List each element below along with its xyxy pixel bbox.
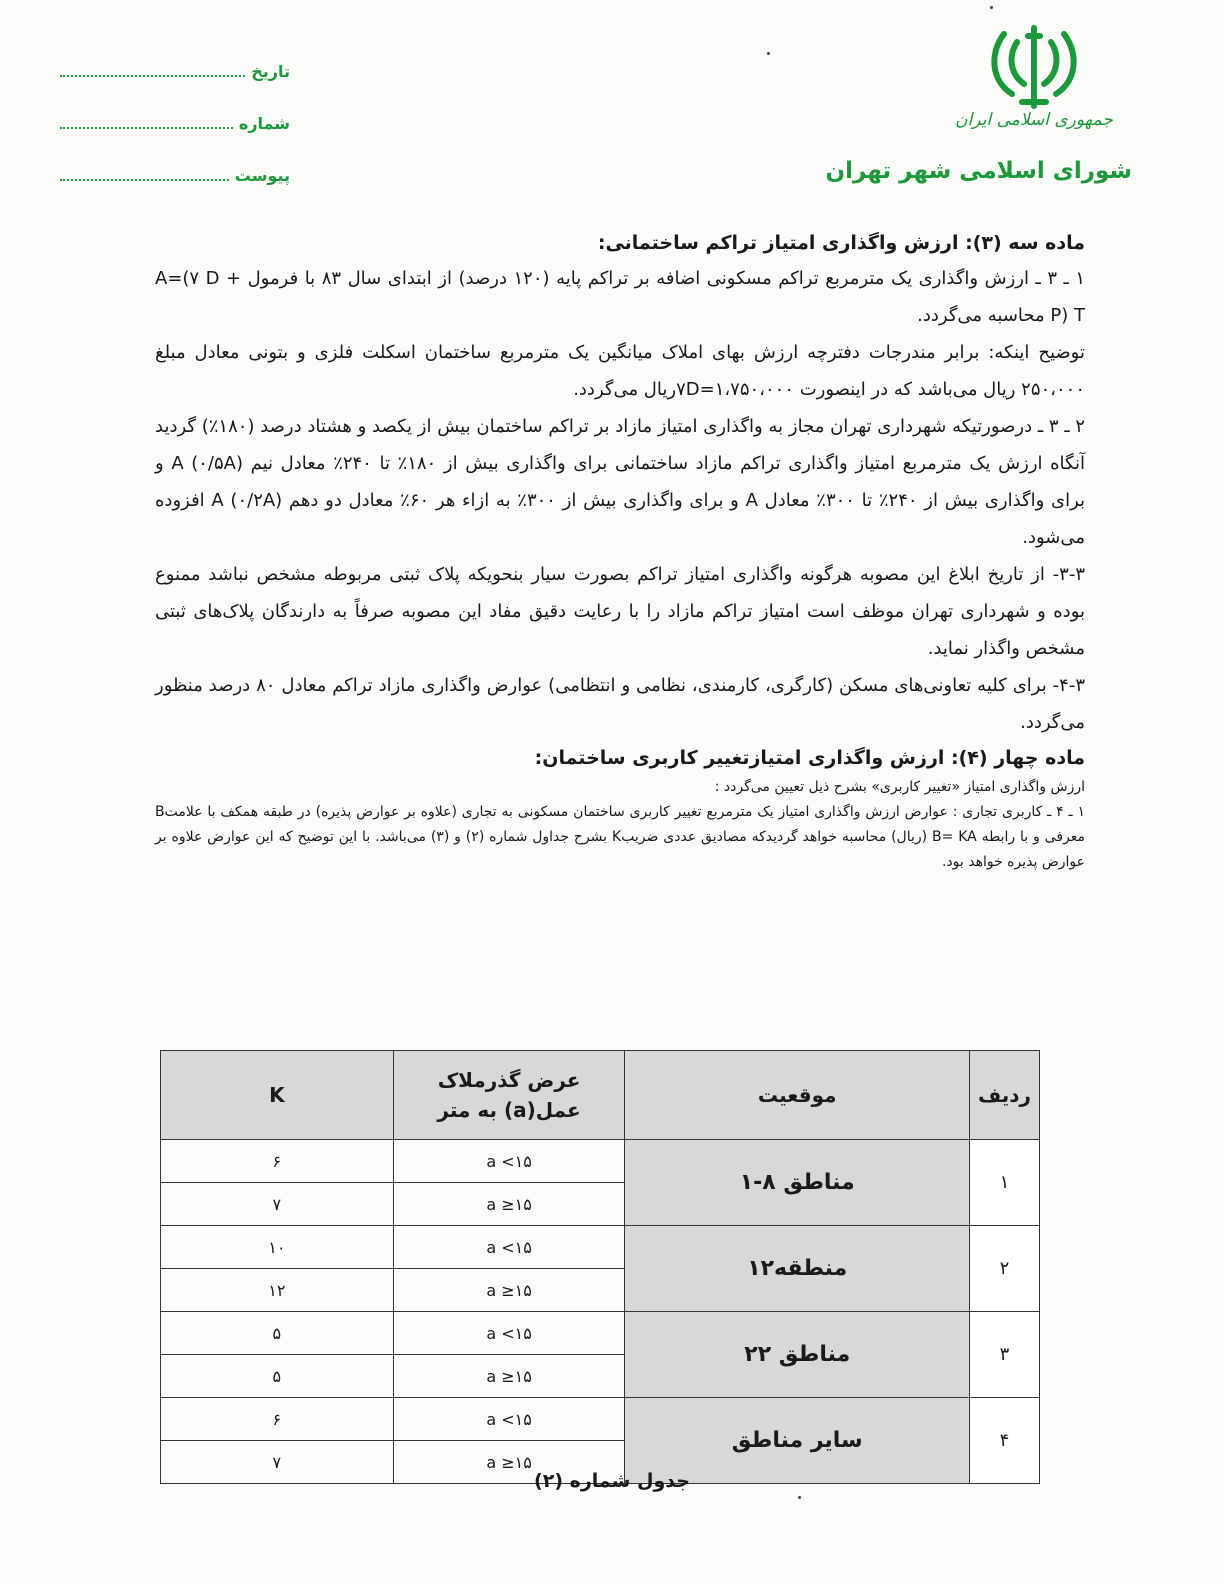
row-width: a <۱۵ bbox=[393, 1398, 625, 1441]
article4-intro: ارزش واگذاری امتیاز «تغییر کاربری» بشرح ذیل تعیین می‌گردد : bbox=[714, 779, 1085, 795]
meta-date bbox=[60, 62, 290, 114]
row-index: ۲ bbox=[970, 1226, 1040, 1312]
row-k: ۵ bbox=[161, 1355, 394, 1398]
scan-speck bbox=[990, 6, 993, 9]
article4-paragraph-1: ۱ ـ ۴ ـ کاربری تجاری : عوارض ارزش واگذاری امتیاز یک مترمربع تغییر کاربری ساختمان مسکونی به تجاری (علاوه بر عوارض پذیره) در طبقه همکف با علامتB معرفی و با رابطه B= KA (ریال) محاسبه خواهد گردیدکه مصادیق عددی ضریبK بشرح جداول شماره (۲) و (۳) می‌باشد. با این توضیح که این عوارض علاوه بر عوارض پذیره خواهد بود. bbox=[155, 804, 1086, 870]
row-location: مناطق ۲۲ bbox=[625, 1312, 970, 1398]
council-name: شورای اسلامی شهر تهران bbox=[825, 158, 1132, 184]
table-row bbox=[161, 1398, 1040, 1441]
meta-number-line bbox=[60, 117, 233, 129]
col-row-header: ردیف bbox=[970, 1051, 1040, 1140]
meta-attachment bbox=[60, 166, 290, 218]
meta-attachment-label: پیوست bbox=[234, 166, 290, 185]
article3-paragraph-2: توضیح اینکه: برابر مندرجات دفترچه ارزش بهای املاک میانگین یک مترمربع ساختمان اسکلت فلزی و بتونی معادل مبلغ ۲۵۰،۰۰۰ ریال می‌باشد که در اینصورت ۷D=۱،۷۵۰،۰۰۰ریال می‌گردد. bbox=[155, 342, 1085, 400]
meta-date-line bbox=[60, 65, 245, 77]
row-k: ۷ bbox=[161, 1441, 394, 1484]
country-name: جمهوری اسلامی ایران bbox=[955, 110, 1113, 130]
scan-speck bbox=[767, 52, 770, 55]
row-index: ۴ bbox=[970, 1398, 1040, 1484]
row-location: سایر مناطق bbox=[625, 1398, 970, 1484]
row-location: مناطق ۸-۱ bbox=[625, 1140, 970, 1226]
article3-paragraph-3: ۲ ـ ۳ ـ درصورتیکه شهرداری تهران مجاز به واگذاری امتیاز مازاد بر تراکم ساختمان بیش از یکصد و هشتاد درصد (۱۸۰٪) گردید آنگاه ارزش یک مترمربع امتیاز واگذاری تراکم مازاد ساختمانی برای واگذاری بیش از ۱۸۰٪ تا ۲۴۰٪ معادل نیم A (۰/۵A) و برای واگذاری بیش از ۲۴۰٪ تا ۳۰۰٪ معادل A و برای واگذاری بیش از ۳۰۰٪ به ازاء هر ۶۰٪ معادل دو دهم A (۰/۲A) افزوده می‌شود. bbox=[155, 416, 1086, 548]
row-width: a ≥۱۵ bbox=[393, 1269, 625, 1312]
row-width: a ≥۱۵ bbox=[393, 1183, 625, 1226]
row-k: ۶ bbox=[161, 1398, 394, 1441]
document-body bbox=[155, 226, 1085, 875]
article3-paragraph-1: ۱ ـ ۳ ـ ارزش واگذاری یک مترمربع تراکم مسکونی اضافه بر تراکم پایه (۱۲۰ درصد) از ابتدای سال ۸۳ با فرمول A=(۷ D + P) T محاسبه می‌گردد. bbox=[155, 268, 1086, 326]
letterhead bbox=[0, 0, 1224, 200]
meta-number-label: شماره bbox=[238, 114, 290, 133]
col-width-header-line1: عرض گذرملاک bbox=[437, 1068, 581, 1092]
meta-attachment-line bbox=[60, 169, 229, 181]
table-row bbox=[161, 1226, 1040, 1269]
article3-paragraph-4: ۳-۳- از تاریخ ابلاغ این مصوبه هرگونه واگذاری امتیاز تراکم بصورت سیار بنحویکه پلاک ثبتی مربوطه مشخص نباشد ممنوع بوده و شهرداری تهران موظف است امتیاز تراکم مازاد را با رعایت دقیق مفاد این مصوبه صرفاً به دارندگان پلاک‌های ثبتی مشخص واگذار نماید. bbox=[155, 564, 1085, 659]
meta-number bbox=[60, 114, 290, 166]
row-k: ۷ bbox=[161, 1183, 394, 1226]
iran-emblem-icon bbox=[984, 22, 1084, 112]
table-row bbox=[161, 1140, 1040, 1183]
row-width: a ≥۱۵ bbox=[393, 1441, 625, 1484]
article4-heading: ماده چهار (۴): ارزش واگذاری امتیازتغییر کاربری ساختمان: bbox=[534, 747, 1085, 769]
col-width-header bbox=[393, 1051, 625, 1140]
row-location: منطقه۱۲ bbox=[625, 1226, 970, 1312]
row-index: ۳ bbox=[970, 1312, 1040, 1398]
meta-date-label: تاریخ bbox=[251, 62, 290, 81]
emblem-block bbox=[934, 22, 1134, 130]
col-location-header: موقعیت bbox=[625, 1051, 970, 1140]
row-width: a <۱۵ bbox=[393, 1140, 625, 1183]
table-row bbox=[161, 1312, 1040, 1355]
row-width: a <۱۵ bbox=[393, 1226, 625, 1269]
coefficient-table bbox=[160, 1050, 1040, 1484]
table-header-row bbox=[161, 1051, 1040, 1140]
row-k: ۱۲ bbox=[161, 1269, 394, 1312]
col-k-header: K bbox=[161, 1051, 394, 1140]
row-k: ۶ bbox=[161, 1140, 394, 1183]
article3-heading: ماده سه (۳): ارزش واگذاری امتیاز تراکم ساختمانی: bbox=[597, 232, 1085, 254]
scan-speck bbox=[798, 1496, 801, 1499]
row-width: a <۱۵ bbox=[393, 1312, 625, 1355]
row-index: ۱ bbox=[970, 1140, 1040, 1226]
article3-paragraph-5: ۴-۳- برای کلیه تعاونی‌های مسکن (کارگری، کارمندی، نظامی و انتظامی) عوارض واگذاری مازاد تراکم معادل ۸۰ درصد منظور می‌گردد. bbox=[155, 675, 1085, 733]
row-k: ۵ bbox=[161, 1312, 394, 1355]
row-k: ۱۰ bbox=[161, 1226, 394, 1269]
letter-meta bbox=[60, 62, 290, 218]
row-width: a ≥۱۵ bbox=[393, 1355, 625, 1398]
col-width-header-line2: عمل(a) به متر bbox=[437, 1098, 581, 1122]
table-caption: جدول شماره (۲) bbox=[534, 1470, 690, 1492]
